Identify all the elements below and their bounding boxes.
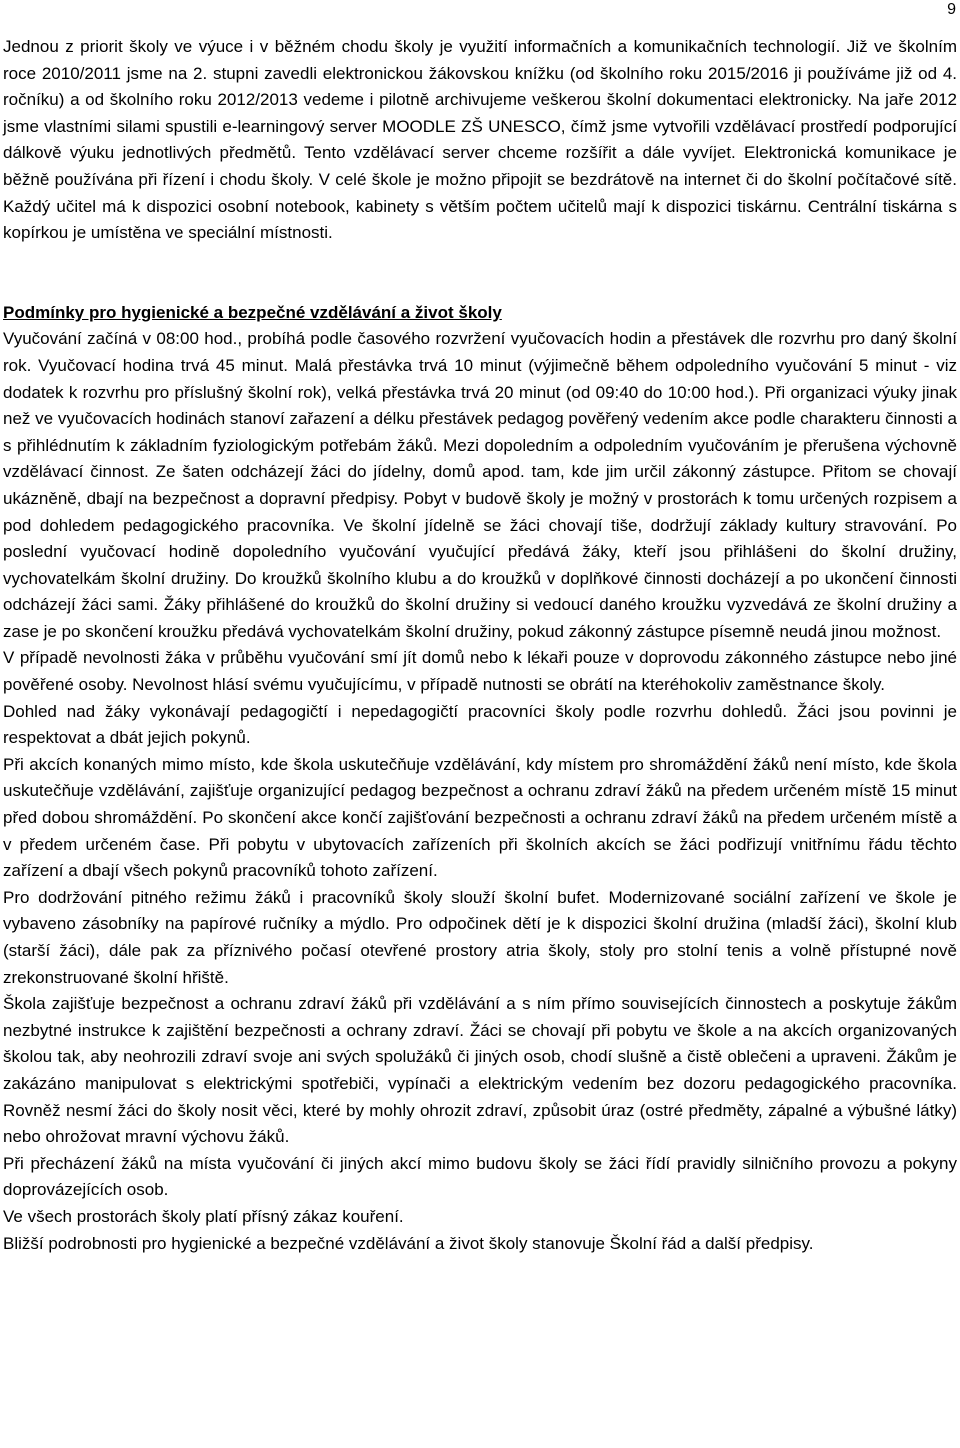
page-number: 9 <box>947 1 956 18</box>
paragraph-offsite-events: Při akcích konaných mimo místo, kde škola uskutečňuje vzdělávání, kdy místem pro shromáždění žáků není místo, kde škola uskutečňuje vzdělávání, zajišťuje organizující pedagog bezpečnost a ochranu zdraví žáků na předem určeném místě 15 minut před dobou shromáždění. Po skončení akce končí zajišťování bezpečnosti a ochranu zdraví žáků na předem určeném místě a v předem určeném čase. Při pobytu v ubytovacích zařízeních při školních akcích se žáci podřizují vnitřnímu řádu těchto zařízení a dbají všech pokynů pracovníků tohoto zařízení. <box>3 754 957 881</box>
paragraph-traffic: Při přecházení žáků na místa vyučování či jiných akcí mimo budovu školy se žáci řídí pravidly silničního provozu a pokyny doprovázejících osob. <box>3 1153 957 1200</box>
paragraph-illness: V případě nevolnosti žáka v průběhu vyučování smí jít domů nebo k lékaři pouze v doprovodu zákonného zástupce nebo jiné pověřené osoby. Nevolnost hlásí svému vyučujícímu, v případě nutnosti se obrátí na kteréhokoliv zaměstnance školy. <box>3 648 957 695</box>
paragraph-supervision: Dohled nad žáky vykonávají pedagogičtí i nepedagogičtí pracovníci školy podle rozvrhu dohledů. Žáci jsou povinni je respektovat a dbát jejich pokynů. <box>3 701 957 748</box>
paragraph-drinking-regime: Pro dodržování pitného režimu žáků i pracovníků školy slouží školní bufet. Modernizované sociální zařízení ve škole je vybaveno zásobníky na papírové ručníky a mýdlo. Pro odpočinek dětí je k dispozici školní družina (mladší žáci), školní klub (starší žáci), dále pak za příznivého počasí otevřené prostory atria školy, stoly pro stolní tenis a volně přístupné nově zrekonstruované školní hřiště. <box>3 887 957 987</box>
intro-paragraph: Jednou z priorit školy ve výuce i v běžném chodu školy je využití informačních a komunikačních technologií. Již ve školním roce 2010/2011 jsme na 2. stupni zavedli elektronickou žákovskou knížku (od školního roku 2015/2016 ji používáme již od 4. ročníku) a od školního roku 2012/2013 vedeme i pilotně archivujeme veškerou školní dokumentaci elektronicky. Na jaře 2012 jsme vlastními silami spustili e-learningový server MOODLE ZŠ UNESCO, čímž jsme vytvořili vzdělávací prostředí podporující dálkově výuku jednotlivých předmětů. Tento vzdělávací server chceme rozšířit a dále vyvíjet. Elektronická komunikace je běžně používána při řízení i chodu školy. V celé škole je možno připojit se bezdrátově na internet či do školní počítačové sítě. Každý učitel má k dispozici osobní notebook, kabinety s větším počtem učitelů mají k dispozici tiskárnu. Centrální tiskárna s kopírkou je umístěna ve speciální místnosti. <box>3 37 957 243</box>
paragraph-safety: Škola zajišťuje bezpečnost a ochranu zdraví žáků při vzdělávání a s ním přímo souvisejících činnostech a poskytuje žákům nezbytné instrukce k zajištění bezpečnosti a ochrany zdraví. Žáci se chovají při pobytu ve škole a na akcích organizovaných školou tak, aby neohrozili zdraví svoje ani svých spolužáků či jiných osob, chodí slušně a čistě oblečeni a upraveni. Žákům je zakázáno manipulovat s elektrickými spotřebiči, vypínači a elektrickým vedením bez dozoru pedagogického pracovníka. Rovněž nesmí žáci do školy nosit věci, které by mohly ohrozit zdraví, způsobit úraz (ostré předměty, zápalné a výbušné látky) nebo ohrožovat mravní výchovu žáků. <box>3 994 957 1147</box>
paragraph-schedule: Vyučování začíná v 08:00 hod., probíhá podle časového rozvržení vyučovacích hodin a přestávek dle rozvrhu pro daný školní rok. Vyučovací hodina trvá 45 minut. Malá přestávka trvá 10 minut (výjimečně během odpoledního vyučování 5 minut - viz dodatek k rozvrhu pro příslušný školní rok), velká přestávka trvá 20 minut (od 09:40 do 10:00 hod.). Při organizaci výuky jinak než ve vyučovacích hodinách stanoví zařazení a délku přestávek pedagog pověřený vedením akce podle charakteru činnosti a s přihlédnutím k základním fyziologickým potřebám žáků. Mezi dopoledním a odpoledním vyučováním je přerušena výchovně vzdělávací činnost. Ze šaten odcházejí žáci do jídelny, domů apod. tam, kde jim určil zákonný zástupce. Přitom se chovají ukázněně, dbají na bezpečnost a dopravní předpisy. Pobyt v budově školy je možný v prostorách k tomu určených rozpisem a pod dohledem pedagogického pracovníka. Ve školní jídelně se žáci chovají tiše, dodržují základy kultury stravování. Po poslední vyučovací hodině dopoledního vyučování vyučující předává žáky, kteří jsou přihlášeni do školní družiny, vychovatelkám školní družiny. Do kroužků školního klubu a do kroužků v doplňkové činnosti docházejí a po ukončení činnosti odcházejí žáci sami. Žáky přihlášené do kroužků do školní družiny si vedoucí daného kroužku vyzvedává ze školní družiny a zase je po skončení kroužku předává vychovatelkám školní družiny, pokud zákonný zástupce písemně neudá jinou možnost. <box>3 329 957 641</box>
paragraph-school-rules: Bližší podrobnosti pro hygienické a bezpečné vzdělávání a život školy stanovuje Školní řád a další předpisy. <box>3 1233 814 1253</box>
section-spacer <box>3 247 957 300</box>
paragraph-smoking-ban: Ve všech prostorách školy platí přísný zákaz kouření. <box>3 1206 404 1226</box>
document-body <box>3 34 957 1257</box>
section-heading: Podmínky pro hygienické a bezpečné vzdělávání a život školy <box>3 302 502 322</box>
